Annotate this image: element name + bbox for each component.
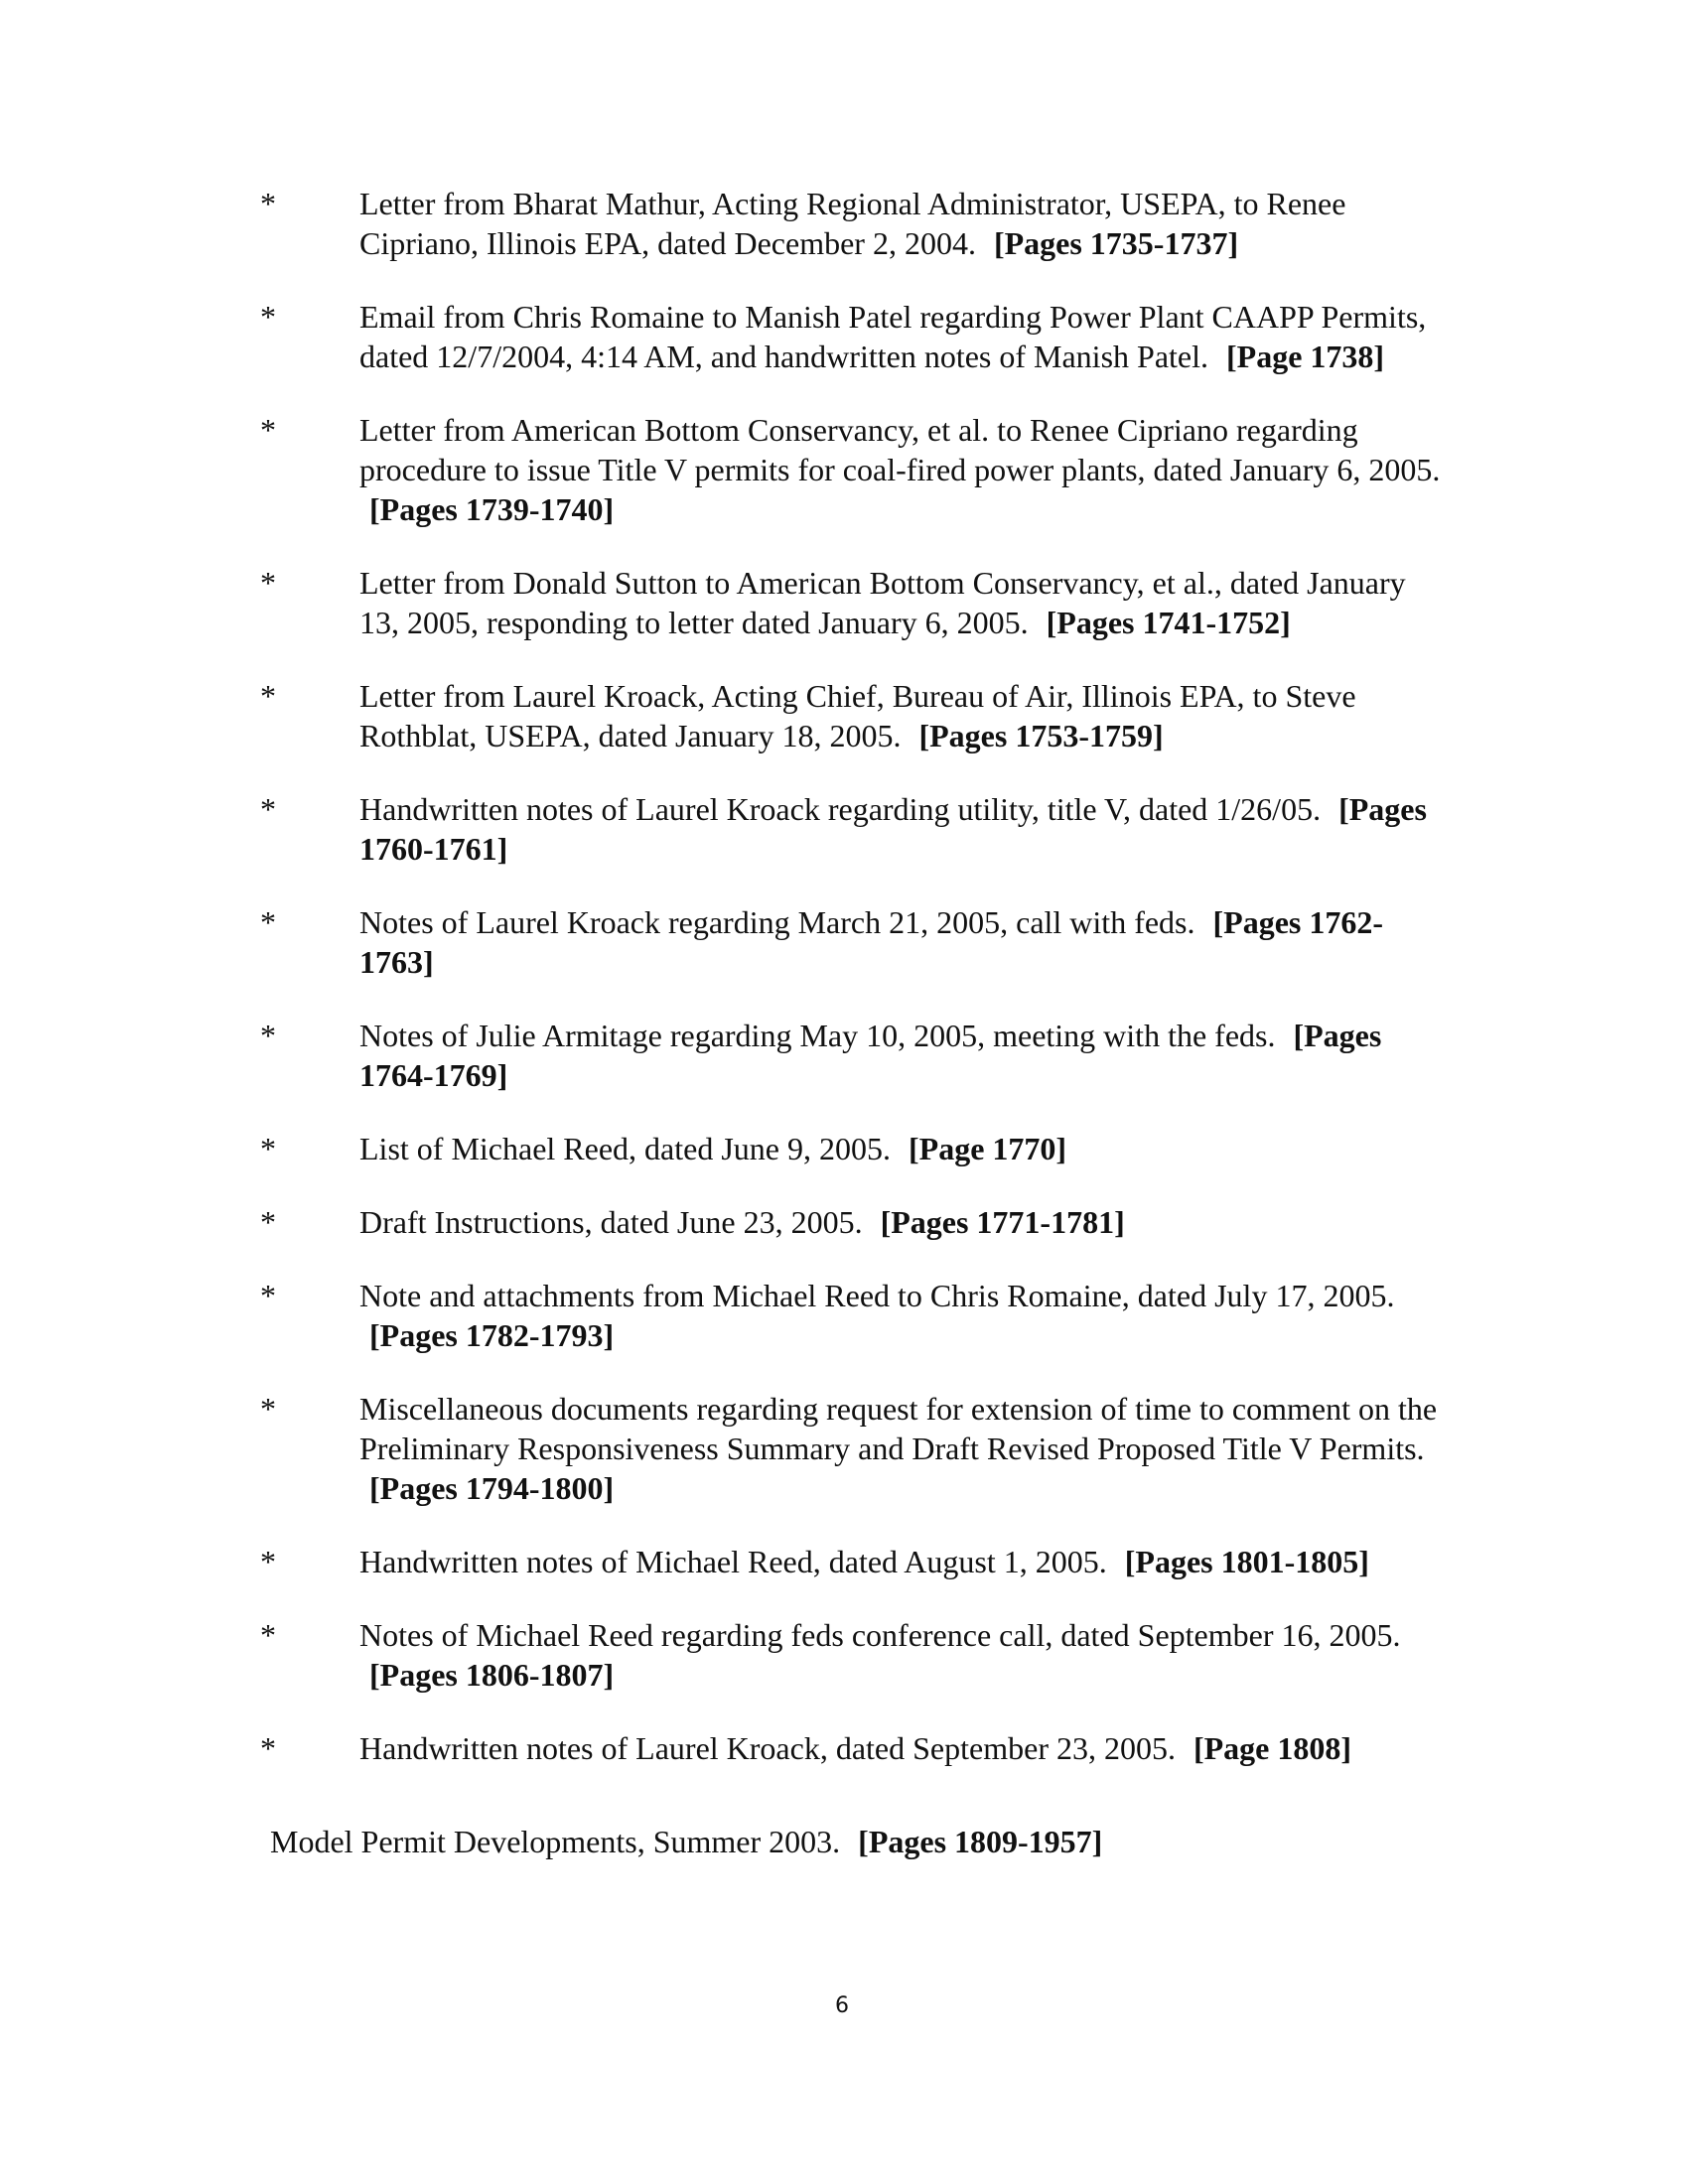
entry-description: Handwritten notes of Laurel Kroack, dated September 23, 2005. (359, 1730, 1176, 1766)
entry-description: Notes of Laurel Kroack regarding March 21, 2005, call with feds. (359, 904, 1195, 940)
page-reference: [Pages 1760-1761] (359, 791, 1427, 867)
bullet-marker: * (260, 412, 276, 448)
list-item (260, 563, 1452, 642)
page-reference: [Pages 1794-1800] (369, 1470, 615, 1506)
entry-description: Notes of Michael Reed regarding feds conference call, dated September 16, 2005. (359, 1617, 1401, 1653)
page-reference: [Pages 1764-1769] (359, 1018, 1382, 1093)
page-reference: [Pages 1782-1793] (369, 1317, 615, 1353)
entry-description: Letter from Bharat Mathur, Acting Regional Administrator, USEPA, to Renee Cipriano, Illinois EPA, dated December 2, 2004. (359, 186, 1346, 261)
bullet-marker: * (260, 1617, 276, 1653)
entry-description: Notes of Julie Armitage regarding May 10, 2005, meeting with the feds. (359, 1018, 1276, 1053)
entry-description: Letter from Donald Sutton to American Bottom Conservancy, et al., dated January 13, 2005, responding to letter dated January 6, 2005. (359, 565, 1406, 640)
entry-description: Handwritten notes of Laurel Kroack regarding utility, title V, dated 1/26/05. (359, 791, 1322, 827)
list-item (260, 1202, 1452, 1242)
entry-description: Letter from Laurel Kroack, Acting Chief, Bureau of Air, Illinois EPA, to Steve Rothblat, USEPA, dated January 18, 2005. (359, 678, 1356, 753)
page-reference: [Pages 1739-1740] (369, 491, 615, 527)
page-reference: [Pages 1741-1752] (1046, 605, 1291, 640)
list-item (260, 297, 1452, 376)
entry-description: Letter from American Bottom Conservancy, et al. to Renee Cipriano regarding procedure to issue Title V permits for coal-fired power plants, dated January 6, 2005. (359, 412, 1441, 487)
entry-description: Miscellaneous documents regarding request for extension of time to comment on the Preliminary Responsiveness Summary and Draft Revised Proposed Title V Permits. (359, 1391, 1438, 1466)
page-reference: [Pages 1753-1759] (918, 718, 1164, 753)
list-item (260, 410, 1452, 529)
bullet-marker: * (260, 1391, 276, 1427)
bullet-marker: * (260, 791, 276, 827)
list-item (260, 902, 1452, 982)
entry-description: List of Michael Reed, dated June 9, 2005. (359, 1131, 891, 1166)
list-item (260, 676, 1452, 755)
list-item (260, 1542, 1452, 1581)
entry-description: Handwritten notes of Michael Reed, dated August 1, 2005. (359, 1544, 1107, 1579)
page-reference: [Page 1738] (1226, 339, 1385, 374)
page-reference: [Pages 1806-1807] (369, 1657, 615, 1693)
bullet-marker: * (260, 1131, 276, 1166)
list-item (260, 1276, 1452, 1355)
bullet-marker: * (260, 1018, 276, 1053)
bullet-marker: * (260, 1278, 276, 1313)
entry-description: Note and attachments from Michael Reed to Chris Romaine, dated July 17, 2005. (359, 1278, 1395, 1313)
bullet-marker: * (260, 904, 276, 940)
page-reference: [Page 1808] (1193, 1730, 1352, 1766)
page-number: 6 (835, 1993, 849, 2018)
page-reference: [Pages 1809-1957] (858, 1824, 1103, 1859)
list-item (260, 1129, 1452, 1168)
bullet-marker: * (260, 1730, 276, 1766)
bullet-marker: * (260, 299, 276, 335)
list-item (260, 789, 1452, 869)
page-reference: [Pages 1762-1763] (359, 904, 1384, 980)
bullet-marker: * (260, 565, 276, 601)
model-permit-entry (270, 1822, 1102, 1861)
entry-description: Model Permit Developments, Summer 2003. (270, 1824, 841, 1859)
page-reference: [Page 1770] (908, 1131, 1067, 1166)
entry-description: Draft Instructions, dated June 23, 2005. (359, 1204, 863, 1240)
entry-description: Email from Chris Romaine to Manish Patel regarding Power Plant CAAPP Permits, dated 12/7/2004, 4:14 AM, and handwritten notes of Manish Patel. (359, 299, 1427, 374)
bullet-marker: * (260, 1204, 276, 1240)
list-item (260, 1016, 1452, 1095)
page-reference: [Pages 1735-1737] (993, 225, 1239, 261)
document-index-list (260, 184, 1452, 1802)
page-reference: [Pages 1801-1805] (1124, 1544, 1369, 1579)
bullet-marker: * (260, 186, 276, 221)
list-item (260, 184, 1452, 263)
bullet-marker: * (260, 1544, 276, 1579)
page-reference: [Pages 1771-1781] (880, 1204, 1125, 1240)
list-item (260, 1389, 1452, 1508)
list-item (260, 1728, 1452, 1768)
list-item (260, 1615, 1452, 1695)
bullet-marker: * (260, 678, 276, 714)
